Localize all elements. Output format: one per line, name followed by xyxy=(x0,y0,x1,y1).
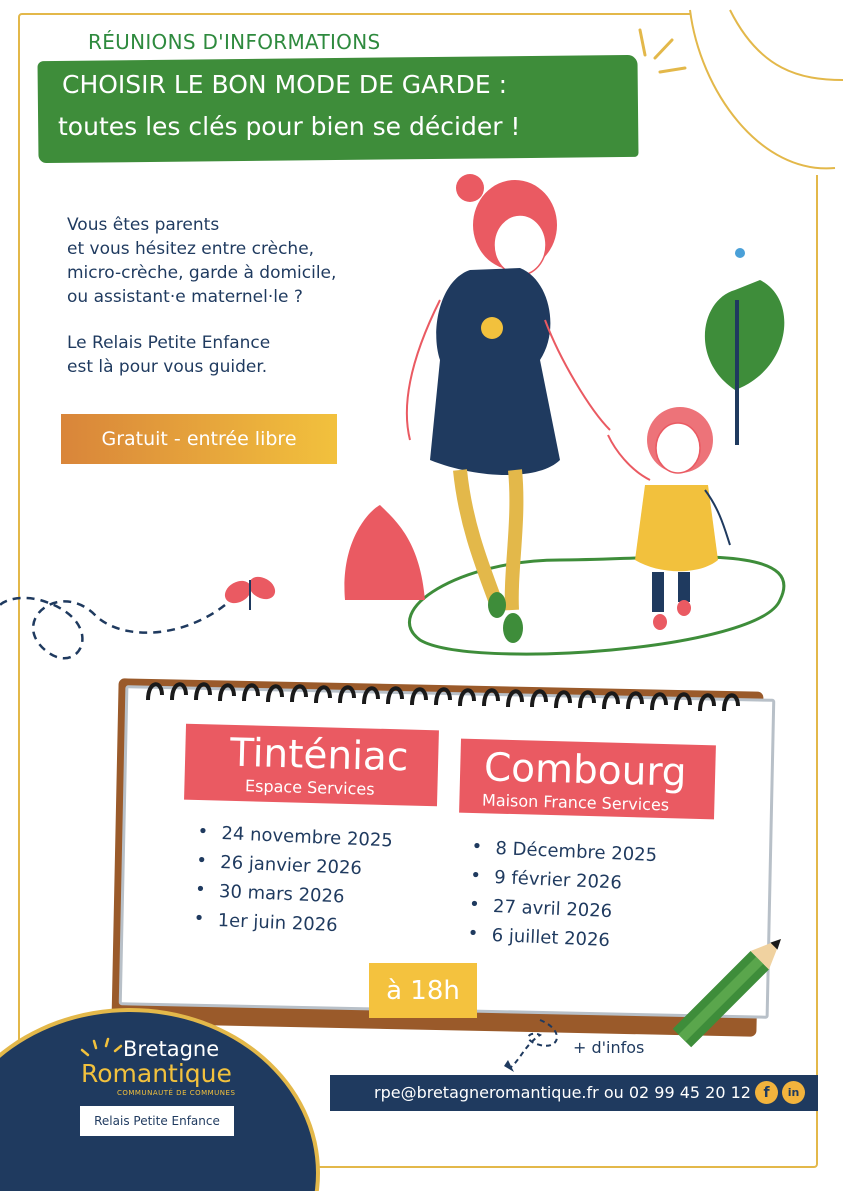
event-type-heading: RÉUNIONS D'INFORMATIONS xyxy=(88,30,381,54)
service-label: Relais Petite Enfance xyxy=(80,1106,234,1136)
intro-line: ou assistant·e maternel·le ? xyxy=(67,287,303,307)
free-entry-badge: Gratuit - entrée libre xyxy=(61,414,337,464)
date-item: • 26 janvier 2026 xyxy=(195,851,391,888)
venue-name: Espace Services xyxy=(244,776,375,799)
date-item: • 24 novembre 2025 xyxy=(197,822,393,859)
venue-name: Maison France Services xyxy=(481,790,670,815)
title-line-1: CHOISIR LE BON MODE DE GARDE : xyxy=(62,70,508,99)
date-item: • 8 Décembre 2025 xyxy=(471,837,658,874)
date-item: • 1er juin 2026 xyxy=(193,909,389,946)
logo-text-line2: Romantique xyxy=(81,1059,232,1088)
intro-line: et vous hésitez entre crèche, xyxy=(67,239,315,259)
linkedin-icon[interactable]: in xyxy=(782,1081,805,1104)
logo-subtitle: COMMUNAUTÉ DE COMMUNES xyxy=(117,1089,236,1097)
facebook-icon[interactable]: f xyxy=(755,1081,778,1104)
city-name: Tinténiac xyxy=(229,730,409,781)
date-item: • 30 mars 2026 xyxy=(194,880,390,917)
date-item: • 27 avril 2026 xyxy=(468,895,655,932)
city-name: Combourg xyxy=(483,745,688,796)
title-line-2: toutes les clés pour bien se décider ! xyxy=(58,112,521,141)
intro-line: est là pour vous guider. xyxy=(67,357,268,377)
intro-line: Le Relais Petite Enfance xyxy=(67,333,271,353)
more-info-label: + d'infos xyxy=(573,1038,645,1057)
time-badge: à 18h xyxy=(369,963,477,1018)
logo-text-line1: Bretagne xyxy=(123,1037,220,1061)
contact-info[interactable]: rpe@bretagneromantique.fr ou 02 99 45 20 12 xyxy=(374,1083,751,1102)
intro-line: Vous êtes parents xyxy=(67,215,220,235)
date-item: • 9 février 2026 xyxy=(469,866,656,903)
intro-line: micro-crèche, garde à domicile, xyxy=(67,263,337,283)
date-item: • 6 juillet 2026 xyxy=(467,924,654,961)
